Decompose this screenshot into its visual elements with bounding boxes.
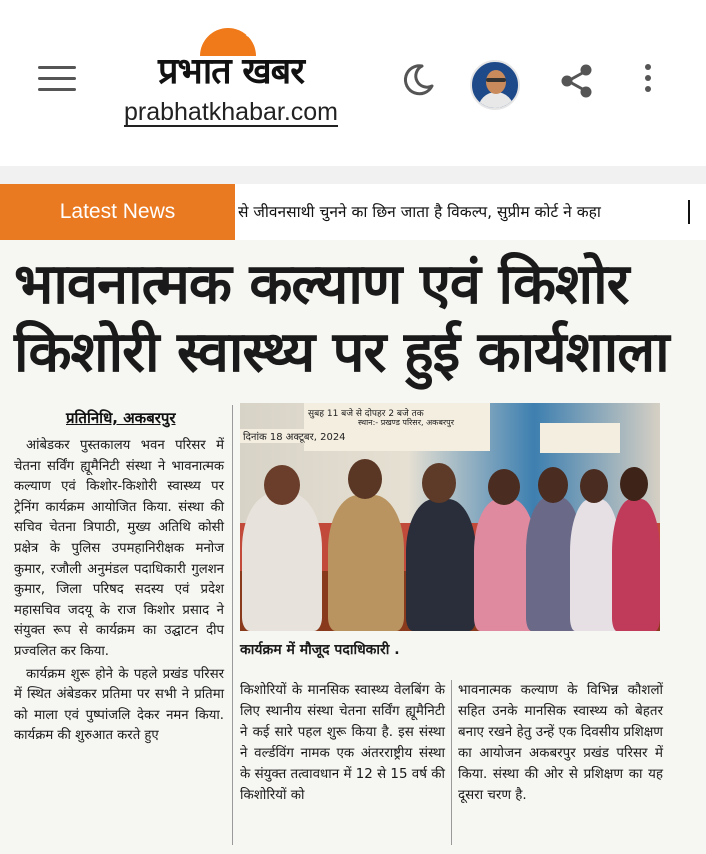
event-photo [240,403,660,631]
article-column-3: भावनात्मक कल्याण के विभिन्न कौशलों सहित उनके मानसिक स्वास्थ्य को बेहतर बनाए रखने हेतु उन्हें एक दिवसीय प्रशिक्षण का आयोजन अकबरपुर प्रखंड परिसर में किया. संस्था की ओर से प्रशिक्षण का यह दूसरा चरण है. [458,683,663,803]
newspaper-clipping-image [0,240,706,854]
share-icon[interactable] [558,62,596,100]
hamburger-menu-icon[interactable] [38,66,76,96]
logo-bird-icon [246,26,272,40]
ticker-headline-link[interactable]: से जीवनसाथी चुनने का छिन जाता है विकल्प, सुप्रीम कोर्ट ने कहा [238,203,601,221]
moon-icon[interactable] [400,62,436,98]
headline-line-2: किशोरी स्वास्थ्य पर हुई कार्यशाला [14,320,669,385]
byline: प्रतिनिधि, अकबरपुर [66,409,176,427]
article-column-2: किशोरियों के मानसिक स्वास्थ्य वेलबिंग के लिए स्थानीय संस्था चेतना सर्विंग ह्यूमैनिटी ने कई सारे पहल शुरू किया है. इस संस्था ने वर्ल्डविंग नामक एक अंतरराष्ट्रीय संस्था के संयुक्त तत्वावधान में 12 से 15 वर्ष की किशोरियों को [240,683,445,803]
user-avatar[interactable] [470,60,520,110]
logo-name: प्रभात खबर [158,51,304,92]
article-column-1 [14,436,224,749]
column-1-paragraph-2: कार्यक्रम शुरू होने के पहले प्रखंड परिसर में स्थित अंबेडकर प्रतिमा पर सभी ने प्रतिमा को माला एवं पुष्पांजलि देकर नमन किया. कार्यक्रम की शुरुआत करते हुए [14,666,224,744]
header-divider [0,166,706,184]
vertical-ellipsis-icon[interactable] [640,64,656,98]
banner-timing: सुबह 11 बजे से दोपहर 2 बजे तक [308,409,424,419]
logo-domain-link[interactable]: prabhatkhabar.com [123,98,339,126]
banner-date: दिनांक 18 अक्टूबर, 2024 [240,429,349,443]
column-1-paragraph-1: आंबेडकर पुस्तकालय भवन परिसर में चेतना सर्विंग ह्यूमैनिटी संस्था ने भावनात्मक कल्याण एवं किशोर-किशोरी स्वास्थ्य पर ट्रेनिंग कार्यक्रम आयोजित किया. संस्था की सचिव चेतना त्रिपाठी, मुख्य अतिथि कोसी प्रक्षेत्र के पुलिस उपमहानिरीक्षक मनोज कुमार, रजौली अनुमंडल पदाधिकारी गुलशन कुमार, जिला परिषद सदस्य एवं प्रदेश महासचिव जदयू के राज किशोर प्रसाद ने संयुक्त रूप से कार्यक्रम का उद्घाटन दीप प्रज्वलित कर किया. [14,438,224,659]
headline-line-1: भावनात्मक कल्याण एवं किशोर [14,252,629,317]
photo-caption: कार्यक्रम में मौजूद पदाधिकारी . [240,642,400,658]
ticker-separator [688,200,690,224]
app-header [0,0,706,166]
latest-news-label: Latest News [0,184,235,240]
site-logo[interactable] [96,22,366,134]
news-ticker [0,184,706,240]
banner-venue: स्थान:- प्रखण्ड परिसर, अकबरपुर [358,418,454,427]
column-rule [232,405,233,845]
column-rule [451,680,452,845]
